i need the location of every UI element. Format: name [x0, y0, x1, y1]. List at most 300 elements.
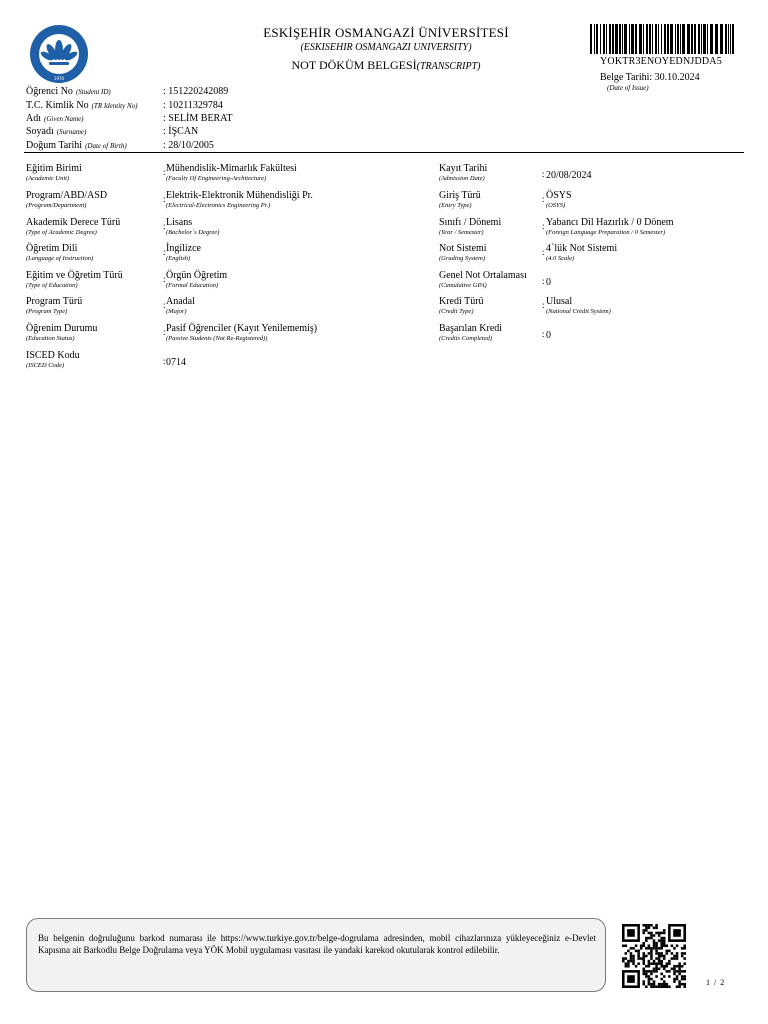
barcode-bar — [658, 24, 659, 54]
qr-module — [658, 955, 661, 958]
detail-label — [439, 163, 487, 182]
qr-module — [681, 983, 684, 986]
barcode-bar — [622, 24, 623, 54]
barcode-bar — [694, 24, 696, 54]
qr-module — [666, 970, 669, 973]
qr-module — [676, 955, 679, 958]
qr-module — [632, 960, 635, 963]
barcode-bar — [720, 24, 723, 54]
qr-module — [660, 985, 663, 988]
barcode-bar — [594, 24, 595, 54]
detail-value — [546, 170, 592, 181]
qr-module — [666, 944, 669, 947]
value-en: (English) — [166, 255, 191, 262]
barcode-bar — [649, 24, 651, 54]
label-tr: Öğrenci No — [26, 86, 73, 97]
qr-module — [642, 980, 645, 983]
qr-module — [673, 978, 676, 981]
qr-module — [673, 980, 676, 983]
qr-module — [642, 968, 645, 971]
barcode-bar — [619, 24, 621, 54]
label-tr: Öğretim Dili — [26, 243, 78, 254]
colon-separator: : — [542, 194, 545, 204]
barcode-bar — [624, 24, 627, 54]
qr-module — [650, 983, 653, 986]
qr-module — [683, 975, 686, 978]
qr-module — [653, 983, 656, 986]
qr-module — [645, 924, 648, 927]
detail-label — [439, 270, 527, 289]
qr-module — [655, 985, 658, 988]
label-en: (Credit Type) — [439, 308, 474, 315]
value-en: (OSYS) — [546, 202, 566, 209]
qr-module — [655, 970, 658, 973]
qr-module — [660, 952, 663, 955]
barcode-bar — [691, 24, 693, 54]
value-tr: Yabancı Dil Hazırlık / 0 Dönem — [546, 217, 674, 228]
qr-module — [681, 970, 684, 973]
qr-module — [655, 924, 658, 927]
qr-module — [660, 955, 663, 958]
qr-module — [671, 957, 674, 960]
student-field-label — [26, 113, 83, 124]
qr-module — [681, 978, 684, 981]
student-field-value: : 151220242089 — [163, 86, 229, 97]
barcode-bar — [707, 24, 708, 54]
label-tr: Eğitim ve Öğretim Türü — [26, 270, 123, 281]
detail-label — [26, 163, 82, 182]
label-tr: Doğum Tarihi — [26, 140, 83, 151]
issue-date-en: (Date of Issue) — [607, 84, 649, 92]
barcode-bar — [639, 24, 642, 54]
qr-module — [683, 970, 686, 973]
qr-module — [655, 957, 658, 960]
value-en: (Foreign Language Preparation / 0 Semester) — [546, 229, 666, 236]
label-en: (Entry Type) — [439, 202, 472, 209]
label-tr: ISCED Kodu — [26, 350, 80, 361]
qr-module — [630, 947, 633, 950]
detail-value — [166, 163, 297, 182]
qr-module — [653, 939, 656, 942]
detail-label — [439, 190, 481, 209]
qr-module — [658, 952, 661, 955]
qr-module — [673, 955, 676, 958]
qr-module — [663, 937, 666, 940]
qr-module — [648, 937, 651, 940]
qr-module — [668, 950, 671, 953]
qr-module — [676, 975, 679, 978]
barcode-bar — [652, 24, 653, 54]
student-field-label — [26, 86, 111, 97]
qr-module — [666, 952, 669, 955]
colon-separator: : — [163, 194, 166, 204]
detail-value — [166, 296, 195, 315]
qr-module — [681, 965, 684, 968]
label-en: (Type of Academic Degree) — [26, 229, 97, 236]
barcode-bar — [590, 24, 592, 54]
value-en: (4.0 Scale) — [546, 255, 575, 262]
qr-module — [653, 970, 656, 973]
qr-module — [681, 975, 684, 978]
qr-module — [642, 973, 645, 976]
qr-finder — [627, 929, 635, 937]
qr-module — [668, 970, 671, 973]
qr-module — [666, 983, 669, 986]
label-en: (Program/Department) — [26, 202, 87, 209]
barcode-bar — [667, 24, 669, 54]
qr-module — [671, 944, 674, 947]
barcode-bar — [596, 24, 598, 54]
qr-module — [668, 985, 671, 988]
qr-module — [658, 939, 661, 942]
qr-module — [630, 952, 633, 955]
qr-module — [645, 955, 648, 958]
detail-label — [26, 323, 97, 342]
qr-module — [653, 927, 656, 930]
colon-separator: : — [542, 247, 545, 257]
qr-module — [683, 983, 686, 986]
barcode-bar — [629, 24, 630, 54]
qr-module — [663, 944, 666, 947]
student-field-value: : 28/10/2005 — [163, 140, 214, 151]
barcode-bar — [682, 24, 685, 54]
qr-module — [678, 983, 681, 986]
qr-module — [658, 934, 661, 937]
qr-module — [660, 973, 663, 976]
qr-module — [622, 960, 625, 963]
barcode-bar — [600, 24, 601, 54]
qr-module — [650, 978, 653, 981]
qr-module — [655, 952, 658, 955]
value-tr: ÖSYS — [546, 190, 572, 201]
qr-module — [655, 927, 658, 930]
qr-module — [645, 929, 648, 932]
qr-module — [663, 980, 666, 983]
qr-module — [676, 970, 679, 973]
qr-module — [663, 957, 666, 960]
qr-module — [668, 962, 671, 965]
qr-module — [645, 975, 648, 978]
detail-value — [546, 190, 572, 209]
detail-value — [546, 217, 674, 236]
qr-module — [660, 942, 663, 945]
qr-module — [650, 924, 653, 927]
qr-module — [663, 968, 666, 971]
qr-module — [673, 970, 676, 973]
value-en: (Faculty Of Engineering-Architecture) — [166, 175, 267, 182]
label-en: (Date of Birth) — [85, 142, 127, 150]
label-en: (Type of Education) — [26, 282, 78, 289]
qr-module — [660, 983, 663, 986]
qr-module — [673, 957, 676, 960]
barcode-bar — [643, 24, 644, 54]
qr-module — [645, 973, 648, 976]
university-name: ESKİŞEHİR OSMANGAZİ ÜNİVERSİTESİ — [263, 25, 509, 40]
colon-separator: : — [163, 300, 166, 310]
qr-module — [653, 968, 656, 971]
qr-module — [676, 985, 679, 988]
student-field-label — [26, 140, 127, 151]
qr-module — [625, 944, 628, 947]
qr-module — [622, 944, 625, 947]
barcode-bar — [664, 24, 666, 54]
qr-module — [658, 985, 661, 988]
student-field-label — [26, 126, 86, 137]
verification-text: Bu belgenin doğruluğunu barkod numarası ile https://www.turkiye.gov.tr/belge-dogrulama adresinden, mobil cihazlarınıza yükleyeceğiniz e-Devlet Kapısına ait Barkodlu Belge Doğrulama veya YÖK Mobil uygulaması vasıtası ile yandaki karekod okutularak kontrol edilebilir. — [38, 933, 596, 955]
qr-module — [655, 962, 658, 965]
qr-module — [681, 947, 684, 950]
qr-module — [655, 932, 658, 935]
qr-module — [653, 942, 656, 945]
qr-module — [676, 952, 679, 955]
label-en: (Program Type) — [26, 308, 68, 315]
qr-module — [625, 962, 628, 965]
barcode-bar — [603, 24, 605, 54]
qr-module — [627, 962, 630, 965]
qr-module — [642, 955, 645, 958]
qr-module — [642, 960, 645, 963]
qr-module — [658, 957, 661, 960]
qr-module — [625, 965, 628, 968]
qr-module — [671, 968, 674, 971]
qr-module — [645, 939, 648, 942]
divider — [24, 152, 744, 153]
barcode-bar — [670, 24, 673, 54]
value-tr: Ulusal — [546, 296, 573, 307]
label-en: (Given Name) — [44, 115, 84, 123]
university-name-en: (ESKISEHIR OSMANGAZI UNIVERSITY) — [300, 42, 472, 53]
qr-module — [650, 973, 653, 976]
value-tr: 0 — [546, 277, 551, 288]
qr-module — [627, 960, 630, 963]
document-title-tr: NOT DÖKÜM BELGESİ — [291, 58, 417, 72]
qr-module — [648, 962, 651, 965]
qr-module — [648, 978, 651, 981]
qr-module — [648, 970, 651, 973]
value-tr: İngilizce — [166, 243, 201, 254]
qr-module — [648, 960, 651, 963]
detail-value — [166, 217, 219, 236]
qr-module — [648, 932, 651, 935]
qr-module — [653, 960, 656, 963]
qr-module — [645, 970, 648, 973]
qr-module — [666, 965, 669, 968]
qr-module — [653, 934, 656, 937]
qr-module — [645, 927, 648, 930]
detail-value — [166, 270, 227, 289]
value-tr: Elektrik-Elektronik Mühendisliği Pr. — [166, 190, 313, 201]
qr-module — [645, 937, 648, 940]
qr-module — [673, 965, 676, 968]
qr-module — [658, 932, 661, 935]
qr-module — [642, 952, 645, 955]
qr-module — [642, 957, 645, 960]
barcode-bar — [677, 24, 679, 54]
label-en: (Cumulative GPA) — [439, 282, 487, 289]
value-en: (Passive Students (Not Re-Registered)) — [166, 335, 268, 342]
qr-module — [653, 947, 656, 950]
value-tr: 20/08/2024 — [546, 170, 592, 181]
qr-module — [648, 927, 651, 930]
qr-module — [648, 983, 651, 986]
qr-module — [640, 947, 643, 950]
colon-separator: : — [542, 329, 545, 339]
colon-separator: : — [163, 327, 166, 337]
label-en: (Year / Semester) — [439, 229, 484, 236]
value-tr: Anadal — [166, 296, 195, 307]
qr-module — [650, 962, 653, 965]
label-en: (Student ID) — [75, 88, 111, 96]
qr-module — [630, 957, 633, 960]
qr-module — [642, 983, 645, 986]
qr-module — [648, 980, 651, 983]
colon-separator: : — [163, 247, 166, 257]
detail-value — [546, 243, 617, 262]
value-en: (Electrical-Electronics Engineering Pr.) — [166, 202, 271, 209]
qr-module — [637, 952, 640, 955]
qr-module — [668, 975, 671, 978]
detail-value — [166, 357, 186, 368]
barcode-bar — [612, 24, 614, 54]
detail-label — [439, 217, 501, 236]
qr-module — [678, 973, 681, 976]
qr-module — [648, 975, 651, 978]
qr-module — [681, 955, 684, 958]
detail-value — [546, 296, 611, 315]
qr-module — [683, 962, 686, 965]
page-number: 1 / 2 — [706, 978, 726, 987]
barcode-code: YOKTR3ENOYEDNJDDA5 — [600, 56, 722, 67]
detail-label — [26, 190, 107, 209]
qr-module — [660, 932, 663, 935]
qr-module — [673, 973, 676, 976]
label-tr: Kredi Türü — [439, 296, 484, 307]
label-tr: Eğitim Birimi — [26, 163, 82, 174]
qr-module — [663, 965, 666, 968]
qr-module — [658, 962, 661, 965]
label-tr: Sınıfı / Dönemi — [439, 217, 502, 228]
qr-module — [648, 924, 651, 927]
qr-module — [658, 968, 661, 971]
colon-separator: : — [542, 169, 545, 179]
barcode-bar — [725, 24, 727, 54]
qr-module — [625, 957, 628, 960]
value-tr: 4`lük Not Sistemi — [546, 243, 618, 254]
qr-module — [660, 947, 663, 950]
colon-separator: : — [542, 221, 545, 231]
qr-module — [663, 942, 666, 945]
qr-module — [671, 952, 674, 955]
barcode-bar — [635, 24, 637, 54]
qr-module — [676, 944, 679, 947]
qr-module — [630, 960, 633, 963]
value-tr: Mühendislik-Mimarlık Fakültesi — [166, 163, 297, 174]
qr-module — [683, 978, 686, 981]
detail-label — [26, 350, 80, 369]
colon-separator: : — [163, 221, 166, 231]
qr-module — [678, 970, 681, 973]
detail-label — [439, 243, 487, 262]
label-en: (Language of Instruction) — [26, 255, 94, 262]
detail-label — [26, 217, 120, 236]
qr-module — [650, 934, 653, 937]
student-field-label — [26, 100, 137, 111]
qr-module — [645, 947, 648, 950]
barcode-bar — [609, 24, 611, 54]
qr-module — [632, 955, 635, 958]
qr-module — [681, 952, 684, 955]
value-tr: 0 — [546, 330, 551, 341]
qr-module — [648, 947, 651, 950]
qr-module — [642, 932, 645, 935]
qr-module — [650, 950, 653, 953]
label-en: (Education Status) — [26, 335, 75, 342]
qr-module — [655, 965, 658, 968]
label-tr: Genel Not Ortalaması — [439, 270, 527, 281]
document-title — [160, 58, 612, 73]
qr-module — [627, 950, 630, 953]
barcode-bar — [615, 24, 618, 54]
qr-module — [642, 924, 645, 927]
qr-module — [660, 960, 663, 963]
qr-module — [650, 957, 653, 960]
value-en: (Bachelor`s Degree) — [166, 229, 220, 236]
qr-code — [620, 924, 688, 988]
qr-module — [642, 942, 645, 945]
qr-module — [640, 957, 643, 960]
label-en: (Grading System) — [439, 255, 486, 262]
qr-module — [637, 955, 640, 958]
qr-module — [663, 983, 666, 986]
qr-module — [642, 929, 645, 932]
qr-module — [660, 962, 663, 965]
document-title-en: (TRANSCRIPT) — [416, 61, 481, 72]
qr-module — [627, 965, 630, 968]
qr-module — [648, 952, 651, 955]
university-logo — [24, 24, 94, 84]
qr-module — [678, 985, 681, 988]
colon-separator: : — [542, 276, 545, 286]
qr-module — [632, 947, 635, 950]
barcode-bar — [687, 24, 690, 54]
colon-separator: : — [163, 274, 166, 284]
qr-module — [663, 939, 666, 942]
qr-module — [640, 944, 643, 947]
value-tr: Örgün Öğretim — [166, 270, 228, 281]
label-tr: Program/ABD/ASD — [26, 190, 108, 201]
qr-module — [635, 950, 638, 953]
qr-module — [653, 980, 656, 983]
qr-module — [650, 932, 653, 935]
label-en: (Academic Unit) — [26, 175, 70, 182]
qr-module — [650, 955, 653, 958]
qr-module — [660, 978, 663, 981]
qr-module — [678, 962, 681, 965]
detail-label — [26, 270, 123, 289]
qr-module — [648, 965, 651, 968]
label-tr: Kayıt Tarihi — [439, 163, 488, 174]
qr-module — [660, 937, 663, 940]
barcode-bar — [730, 24, 731, 54]
label-tr: Giriş Türü — [439, 190, 481, 201]
qr-module — [673, 968, 676, 971]
label-en: (Admission Date) — [439, 175, 485, 182]
label-tr: T.C. Kimlik No — [26, 100, 89, 111]
qr-module — [642, 944, 645, 947]
qr-module — [658, 947, 661, 950]
barcode-bar — [715, 24, 718, 54]
qr-module — [625, 952, 628, 955]
